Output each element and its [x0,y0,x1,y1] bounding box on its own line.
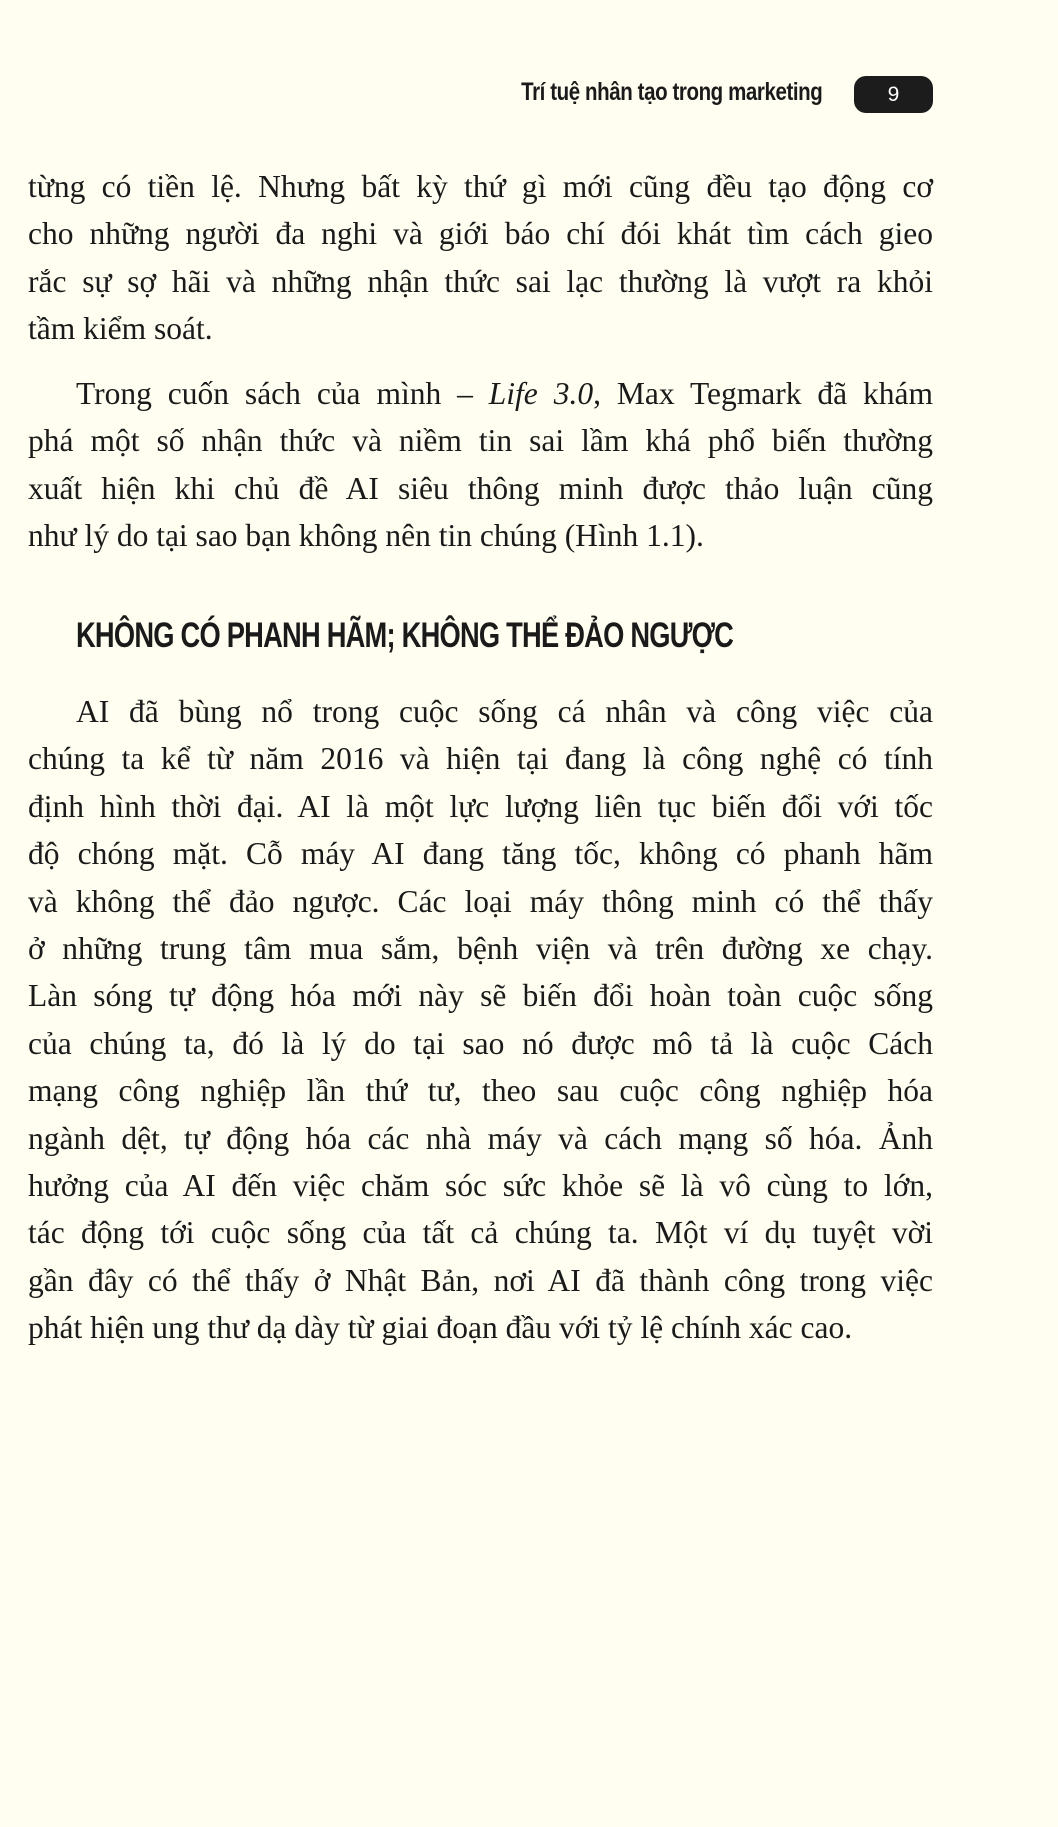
text-line: Làn sóng tự động hóa mới này sẽ biến đổi hoàn toàn cuộc sống [28,978,933,1014]
text-line: chúng ta kể từ năm 2016 và hiện tại đang là công nghệ có tính [28,741,933,777]
paragraph-continuation [28,163,933,353]
text-line: của chúng ta, đó là lý do tại sao nó được mô tả là cuộc Cách [28,1025,933,1061]
text-line: ở những trung tâm mua sắm, bệnh viện và trên đường xe chạy. [28,931,933,967]
text-line: từng có tiền lệ. Nhưng bất kỳ thứ gì mới cũng đều tạo động cơ [28,169,933,204]
text-line: như lý do tại sao bạn không nên tin chúng (Hình 1.1). [28,518,704,554]
text-fragment: Trong cuốn sách của mình – [76,376,489,411]
text-line: rắc sự sợ hãi và những nhận thức sai lạc thường là vượt ra khỏi [28,263,933,299]
paragraph-life-3 [28,370,933,560]
text-line: AI đã bùng nổ trong cuộc sống cá nhân và công việc của [76,694,933,729]
text-line: ngành dệt, tự động hóa các nhà máy và cách mạng số hóa. Ảnh [28,1120,933,1156]
text-line: hưởng của AI đến việc chăm sóc sức khỏe sẽ là vô cùng to lớn, [28,1168,933,1204]
section-heading: KHÔNG CÓ PHANH HÃM; KHÔNG THỂ ĐẢO NGƯỢC [76,616,734,655]
page-number-badge: 9 [854,76,933,113]
text-line [28,370,933,417]
text-line: phát hiện ung thư dạ dày từ giai đoạn đầu với tỷ lệ chính xác cao. [28,1310,853,1346]
text-fragment: , Max Tegmark đã khám [593,376,933,411]
text-line: mạng công nghiệp lần thứ tư, theo sau cuộc công nghiệp hóa [28,1073,933,1109]
text-line: gần đây có thể thấy ở Nhật Bản, nơi AI đã thành công trong việc [28,1262,933,1298]
text-line: tác động tới cuộc sống của tất cả chúng ta. Một ví dụ tuyệt vời [28,1215,933,1251]
running-header [0,72,1058,120]
text-line: và không thể đảo ngược. Các loại máy thông minh có thể thấy [28,883,933,919]
text-line: định hình thời đại. AI là một lực lượng liên tục biến đổi với tốc [28,788,933,824]
text-line: độ chóng mặt. Cỗ máy AI đang tăng tốc, không có phanh hãm [28,836,933,872]
book-title: Life 3.0 [488,376,594,411]
header-title: Trí tuệ nhân tạo trong marketing [520,78,822,106]
text-line: xuất hiện khi chủ đề AI siêu thông minh được thảo luận cũng [28,470,933,506]
text-line: phá một số nhận thức và niềm tin sai lầm khá phổ biến thường [28,423,933,459]
paragraph-no-brakes [28,688,933,1352]
text-line: tầm kiểm soát. [28,311,213,347]
text-line: cho những người đa nghi và giới báo chí đói khát tìm cách gieo [28,216,933,252]
